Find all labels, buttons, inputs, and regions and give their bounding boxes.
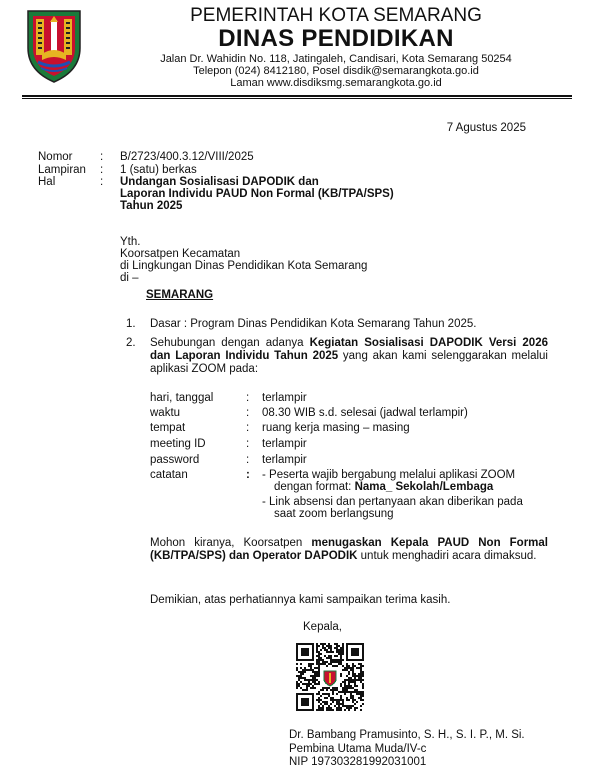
letterhead-government: PEMERINTAH KOTA SEMARANG <box>190 5 482 26</box>
detail-waktu-label: waktu <box>150 407 181 419</box>
item-2-post: yang akan kami selenggarakan melalui aplikasi ZOOM pada: <box>150 350 548 375</box>
qr-code-icon <box>296 643 364 711</box>
recipient-yth: Yth. <box>120 236 141 248</box>
letterhead-website: Laman www.disdiksmg.semarangkota.go.id <box>230 77 442 89</box>
recipient-line-2: di Lingkungan Dinas Pendidikan Kota Semarang <box>120 260 368 272</box>
lampiran-colon: : <box>100 164 104 176</box>
item-1-number: 1. <box>126 318 136 330</box>
lampiran-label: Lampiran <box>38 164 86 176</box>
hal-line-3: Tahun 2025 <box>120 200 183 212</box>
letterhead-phone: Telepon (024) 8412180, Posel disdik@semarangkota.go.id <box>193 65 479 77</box>
nomor-colon: : <box>100 151 104 163</box>
detail-tempat-label: tempat <box>150 422 186 434</box>
detail-hari-label: hari, tanggal <box>150 392 214 404</box>
closing-1-post: untuk menghadiri acara dimaksud. <box>357 550 537 562</box>
closing-1-bold: menugaskan Kepala PAUD Non Formal (KB/TPA/SPS) dan Operator DAPODIK <box>150 537 548 562</box>
hal-label: Hal <box>38 176 56 188</box>
letterhead-rule-thick <box>22 95 572 97</box>
note-2-line-1: - Link absensi dan pertanyaan akan diberikan pada <box>262 496 523 508</box>
recipient-line-1: Koorsatpen Kecamatan <box>120 248 241 260</box>
detail-catatan-label: catatan <box>150 469 188 481</box>
signature-title: Kepala, <box>303 621 343 633</box>
item-2-text <box>150 337 548 376</box>
city-logo-icon <box>24 8 84 84</box>
detail-tempat-value: ruang kerja masing – masing <box>262 422 410 434</box>
hal-line-2: Laporan Individu PAUD Non Formal (KB/TPA/SPS) <box>120 188 394 200</box>
detail-waktu-colon: : <box>246 407 250 419</box>
detail-catatan-colon: : <box>246 469 250 481</box>
hal-line-1: Undangan Sosialisasi DAPODIK dan <box>120 176 319 188</box>
detail-hari-colon: : <box>246 392 250 404</box>
lampiran-value: 1 (satu) berkas <box>120 164 197 176</box>
detail-meeting-colon: : <box>246 438 250 450</box>
letterhead-rule-thin <box>22 98 572 99</box>
nomor-label: Nomor <box>38 151 73 163</box>
note-2-line-2: saat zoom berlangsung <box>274 508 394 520</box>
detail-meeting-value: terlampir <box>262 438 307 450</box>
signature-name: Dr. Bambang Pramusinto, S. H., S. I. P., M. Si. <box>289 729 525 741</box>
detail-password-value: terlampir <box>262 454 307 466</box>
recipient-di: di – <box>120 272 139 284</box>
detail-hari-value: terlampir <box>262 392 307 404</box>
item-2-bold: Kegiatan Sosialisasi DAPODIK Versi 2026 dan Laporan Individu Tahun 2025 <box>150 337 548 362</box>
detail-password-label: password <box>150 454 200 466</box>
letterhead-address: Jalan Dr. Wahidin No. 118, Jatingaleh, Candisari, Kota Semarang 50254 <box>160 53 512 65</box>
signature-rank: Pembina Utama Muda/IV-c <box>289 743 427 755</box>
signature-nip: NIP 197303281992031001 <box>289 756 427 768</box>
hal-colon: : <box>100 176 104 188</box>
note-1-format-label: dengan format: <box>274 481 355 493</box>
note-1-format-value: Nama_ Sekolah/Lembaga <box>354 481 494 493</box>
nomor-value: B/2723/400.3.12/VIII/2025 <box>120 151 254 163</box>
closing-paragraph-1 <box>150 537 548 563</box>
closing-paragraph-2: Demikian, atas perhatiannya kami sampaikan terima kasih. <box>150 594 451 606</box>
closing-1-pre: Mohon kiranya, Koorsatpen <box>150 537 312 549</box>
letterhead-department: DINAS PENDIDIKAN <box>218 25 454 52</box>
detail-password-colon: : <box>246 454 250 466</box>
item-2-pre: Sehubungan dengan adanya <box>150 337 310 349</box>
recipient-city: SEMARANG <box>146 289 214 301</box>
item-1-text: Dasar : Program Dinas Pendidikan Kota Semarang Tahun 2025. <box>150 318 477 330</box>
detail-meeting-label: meeting ID <box>150 438 206 450</box>
letter-date: 7 Agustus 2025 <box>446 122 526 134</box>
detail-tempat-colon: : <box>246 422 250 434</box>
note-1-line-1: - Peserta wajib bergabung melalui aplikasi ZOOM <box>262 469 516 481</box>
detail-waktu-value: 08.30 WIB s.d. selesai (jadwal terlampir) <box>262 407 468 419</box>
item-2-number: 2. <box>126 337 136 349</box>
note-1-line-2 <box>274 481 493 494</box>
